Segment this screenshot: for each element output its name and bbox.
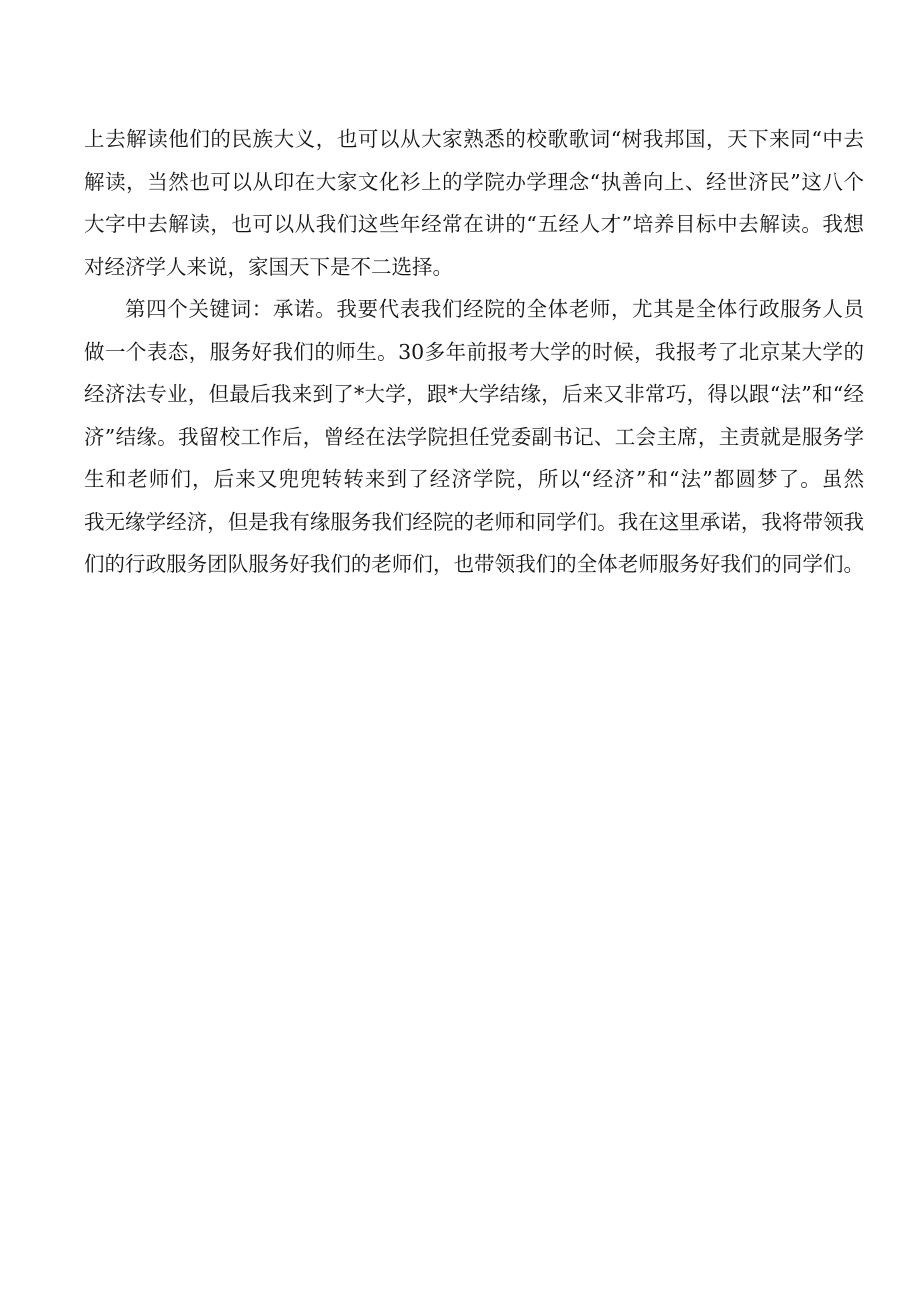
document-body [84, 118, 864, 586]
text-line: 经济法专业，但最后我来到了*大学，跟*大学结缘，后来又非常巧，得以跟“法”和“经 [84, 382, 864, 406]
text-line: 解读，当然也可以从印在大家文化衫上的学院办学理念“执善向上、经世济民”这八个 [84, 169, 864, 194]
text-line: 们的行政服务团队服务好我们的老师们，也带领我们的全体老师服务好我们的同学们。 [84, 552, 864, 576]
text-line: 大字中去解读，也可以从我们这些年经常在讲的“五经人才”培养目标中去解读。我想 [84, 212, 864, 236]
paragraph-fourth-keyword [84, 288, 864, 586]
text-line: 上去解读他们的民族大义，也可以从大家熟悉的校歌歌词“树我邦国，天下来同“中去 [84, 127, 864, 151]
text-line: 生和老师们，后来又兜兜转转来到了经济学院，所以“经济”和“法”都圆梦了。虽然 [84, 467, 864, 491]
text-line: 我无缘学经济，但是我有缘服务我们经院的老师和同学们。我在这里承诺，我将带领我 [84, 509, 864, 534]
text-line: 对经济学人来说，家国天下是不二选择。 [84, 254, 453, 279]
text-line: 第四个关键词：承诺。我要代表我们经院的全体老师，尤其是全体行政服务人员 [125, 297, 864, 321]
text-line: 做一个表态，服务好我们的师生。30多年前报考大学的时候，我报考了北京某大学的 [84, 339, 864, 364]
paragraph-continuation [84, 118, 864, 288]
text-line: 济”结缘。我留校工作后，曾经在法学院担任党委副书记、工会主席，主责就是服务学 [84, 424, 864, 449]
